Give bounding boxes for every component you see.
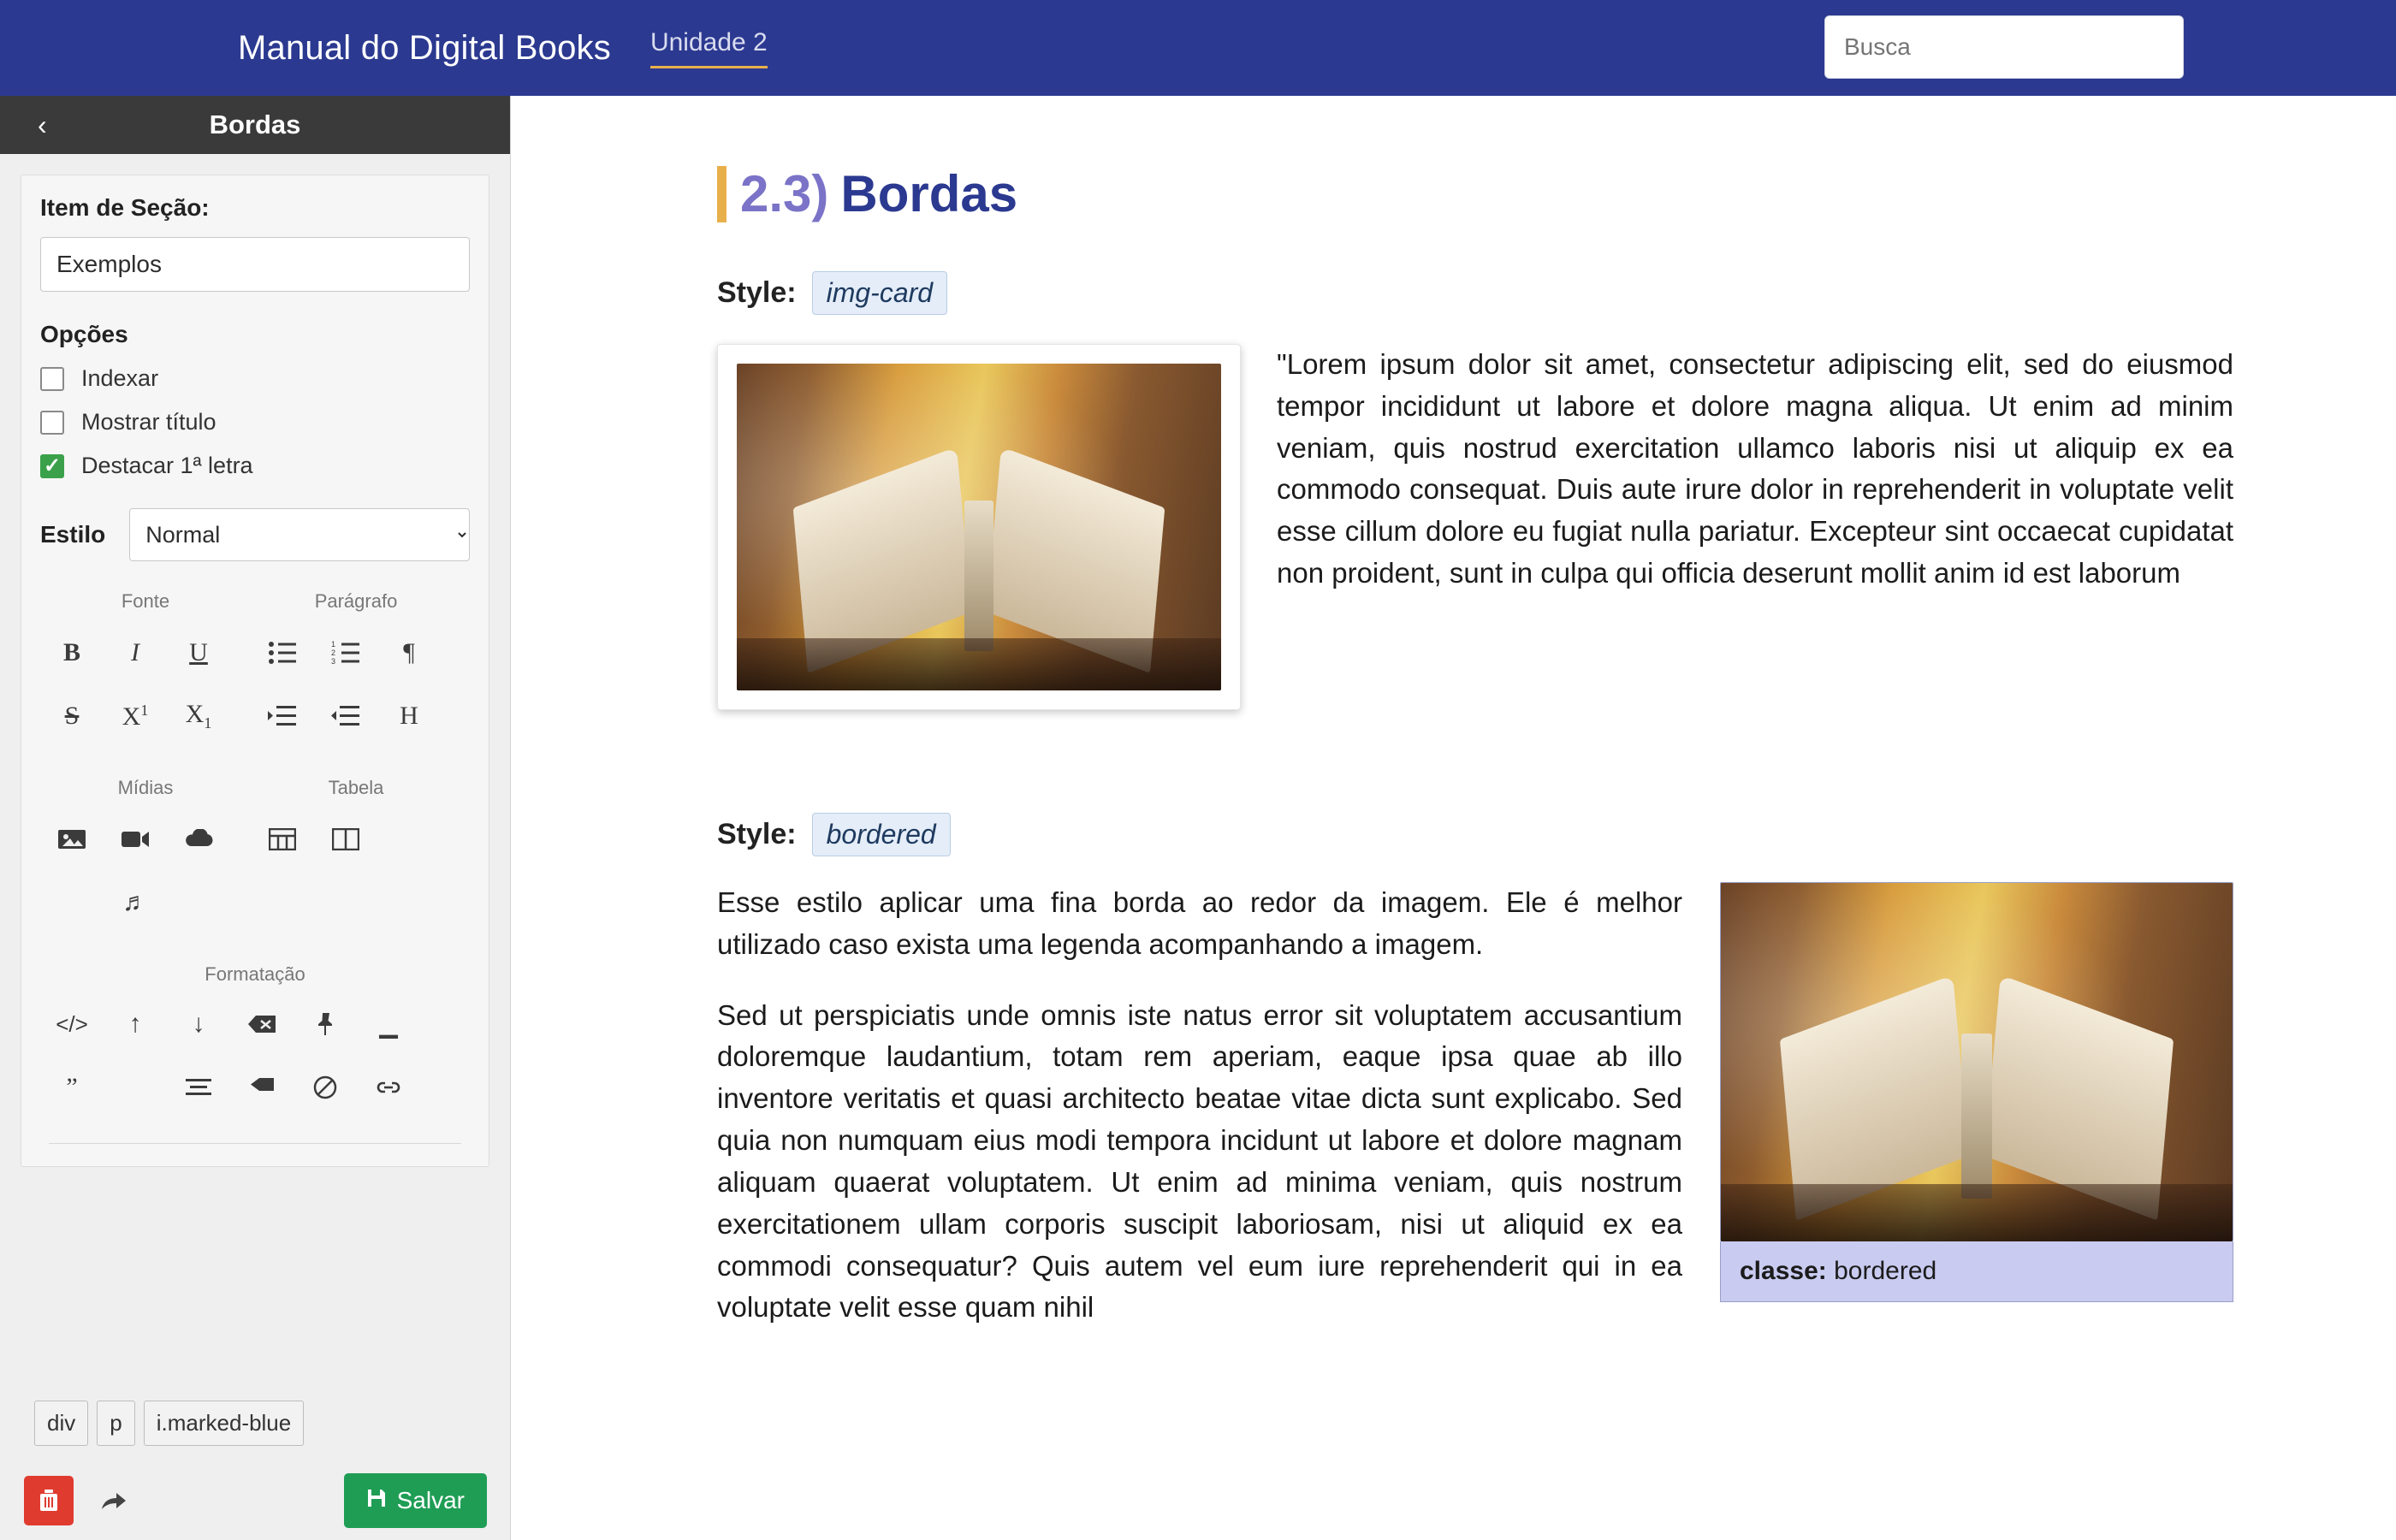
toolbar-group-paragrafo — [251, 621, 461, 748]
search-container — [1824, 15, 2184, 79]
toolbar-group-tabela — [251, 808, 461, 934]
sidebar-title: Bordas — [209, 110, 301, 139]
photo-foreground — [737, 638, 1221, 690]
cloud-icon[interactable] — [167, 808, 230, 871]
figure-caption — [1720, 1241, 2233, 1302]
paragraph-mark-icon[interactable]: ¶ — [403, 638, 415, 666]
strikethrough-icon[interactable]: S — [64, 702, 80, 730]
move-up-icon[interactable]: ↑ — [128, 1010, 142, 1038]
breadcrumb-item-marked-blue[interactable]: i.marked-blue — [144, 1401, 305, 1446]
style-selector-row — [40, 508, 470, 561]
content-area — [512, 96, 2396, 1540]
img-card-frame — [717, 344, 1241, 710]
search-input[interactable] — [1824, 15, 2184, 79]
sidebar — [0, 96, 511, 1540]
style-row-bordered — [717, 813, 2233, 856]
toolbar-group-midias — [40, 808, 251, 934]
toolbar-group-fonte-label: Fonte — [121, 590, 170, 612]
image-icon[interactable] — [40, 808, 104, 871]
style-label-1: Style: — [717, 276, 797, 309]
option-indexar[interactable] — [40, 365, 470, 392]
content-inner — [512, 96, 2396, 1358]
clear-format-icon[interactable] — [230, 1056, 294, 1119]
toolbar-group-fonte — [40, 621, 251, 748]
book-spine — [1961, 1034, 1992, 1199]
page-title — [717, 164, 2233, 223]
share-icon[interactable] — [89, 1476, 139, 1525]
caption-value: bordered — [1834, 1257, 1937, 1285]
example-bordered — [717, 813, 2233, 1358]
option-mostrar-titulo-label: Mostrar título — [81, 409, 216, 435]
caption-key: classe: — [1740, 1257, 1827, 1285]
pin-icon[interactable] — [294, 992, 357, 1056]
unordered-list-icon[interactable] — [251, 621, 314, 684]
erase-icon[interactable] — [230, 992, 294, 1056]
style-chip-bordered: bordered — [812, 813, 951, 856]
forbidden-icon[interactable] — [294, 1056, 357, 1119]
italic-icon[interactable]: I — [131, 638, 139, 666]
bordered-paragraph-2: Sed ut perspiciatis unde omnis iste natus error sit voluptatem accusantium doloremque laudantium, totam rem aperiam, eaque ipsa quae ab illo inventore veritatis et quasi architecto beatae vitae dicta sunt explicabo. Sed quia non numquam eius modi tempora incidunt ut labore et dolore magnam aliquam quaerat voluptatem. Ut enim ad minima veniam, quis nostrum exercitationem ullam corporis suscipit laboriosam, nisi ut aliquid ex ea commodi consequatur? Quis autem vel eum iure reprehenderit qui in ea voluptate velit esse quam nihil — [717, 998, 1682, 1324]
subscript-icon[interactable]: $X_1$ — [185, 700, 212, 732]
style-label: Estilo — [40, 521, 106, 548]
superscript-icon[interactable]: $X^1$ — [122, 701, 149, 731]
svg-text:3: 3 — [331, 657, 336, 666]
video-icon[interactable] — [104, 808, 167, 871]
toolbar-row-2 — [40, 808, 470, 934]
option-destacar-letra[interactable] — [40, 453, 470, 479]
option-destacar-letra-label: Destacar 1ª letra — [81, 453, 253, 478]
save-icon — [366, 1487, 387, 1514]
outdent-icon[interactable] — [314, 684, 377, 748]
align-icon[interactable] — [167, 1056, 230, 1119]
checkbox-mostrar-titulo[interactable] — [40, 411, 64, 435]
bold-icon[interactable]: B — [62, 638, 80, 666]
quote-icon[interactable]: ” — [66, 1073, 78, 1101]
move-down-icon[interactable]: ↓ — [192, 1010, 205, 1038]
toolbar-headers-2 — [40, 777, 470, 799]
checkbox-indexar[interactable] — [40, 367, 64, 391]
section-item-label: Item de Seção: — [40, 194, 210, 221]
divider — [49, 1143, 461, 1144]
svg-text:2: 2 — [331, 649, 336, 657]
top-bar — [0, 0, 2396, 96]
section-panel — [21, 175, 489, 1167]
title-accent-bar — [717, 166, 727, 222]
bordered-paragraph-1: Esse estilo aplicar uma fina borda ao redor da imagem. Ele é melhor utilizado caso exista uma legenda acompanhando a imagem. — [717, 886, 1682, 960]
img-card-paragraph: "Lorem ipsum dolor sit amet, consectetur adipiscing elit, sed do eiusmod tempor incididunt ut labore et dolore magna aliqua. Ut enim ad minim veniam, quis nostrud exercitation ullamco laboris nisi ut aliquip ex ea commodo consequat. Duis aute irure dolor in reprehenderit in voluptate velit esse cillum dolore eu fugiat nulla pariatur. Excepteur sint occaecat cupidatat non proident, sunt in culpa qui officia deserunt mollit anim id est laborum — [1277, 348, 2233, 589]
toolbar-group-tabela-label: Tabela — [328, 777, 384, 798]
sidebar-footer — [0, 1461, 511, 1540]
code-icon[interactable]: </> — [56, 1010, 88, 1037]
breadcrumb — [34, 1401, 304, 1446]
svg-text:1: 1 — [331, 640, 336, 649]
app-title: Manual do Digital Books — [238, 28, 611, 67]
option-indexar-label: Indexar — [81, 365, 159, 391]
breadcrumb-item-div[interactable]: div — [34, 1401, 88, 1446]
save-button[interactable] — [344, 1473, 487, 1528]
horizontal-rule-icon[interactable]: ▁ — [379, 1010, 398, 1038]
back-icon[interactable]: ‹ — [38, 110, 47, 140]
columns-icon[interactable] — [314, 808, 377, 871]
style-label-2: Style: — [717, 818, 797, 850]
photo-foreground — [1721, 1184, 2233, 1241]
style-row-img-card — [717, 271, 2233, 315]
sidebar-header — [0, 96, 510, 154]
option-mostrar-titulo[interactable] — [40, 409, 470, 435]
options-label: Opções — [40, 321, 128, 347]
heading-icon[interactable]: H — [400, 702, 418, 730]
style-chip-img-card: img-card — [812, 271, 947, 315]
indent-icon[interactable] — [251, 684, 314, 748]
section-item-input[interactable] — [40, 237, 470, 292]
underline-icon[interactable]: U — [189, 638, 208, 666]
book-spine — [964, 500, 993, 651]
save-button-label: Salvar — [396, 1487, 465, 1513]
page-title-number: 2.3) — [740, 165, 829, 222]
toolbar-group-paragrafo-label: Parágrafo — [314, 590, 398, 612]
bordered-flow — [717, 882, 2233, 1358]
toolbar-group-formatacao — [40, 992, 470, 1119]
link-icon[interactable] — [357, 1056, 420, 1119]
unit-tab[interactable]: Unidade 2 — [650, 28, 768, 68]
audio-icon[interactable]: ♬ — [122, 888, 148, 916]
open-book-photo — [737, 364, 1221, 690]
checkbox-destacar-letra[interactable] — [40, 454, 64, 478]
open-book-photo-bordered — [1720, 882, 2233, 1241]
toolbar-group-formatacao-label: Formatação — [205, 963, 305, 985]
breadcrumb-item-p[interactable]: p — [97, 1401, 134, 1446]
trash-icon[interactable] — [24, 1476, 74, 1525]
ordered-list-icon[interactable] — [314, 621, 377, 684]
bordered-text — [717, 882, 1682, 1358]
bordered-figure — [1720, 882, 2233, 1358]
toolbar-group-midias-label: Mídias — [117, 777, 174, 798]
toolbar-row-1 — [40, 621, 470, 748]
toolbar-headers-1 — [40, 590, 470, 613]
example-img-card — [717, 344, 2233, 710]
style-select[interactable] — [129, 508, 470, 561]
page-title-text: Bordas — [840, 165, 1018, 222]
table-icon[interactable] — [251, 808, 314, 871]
